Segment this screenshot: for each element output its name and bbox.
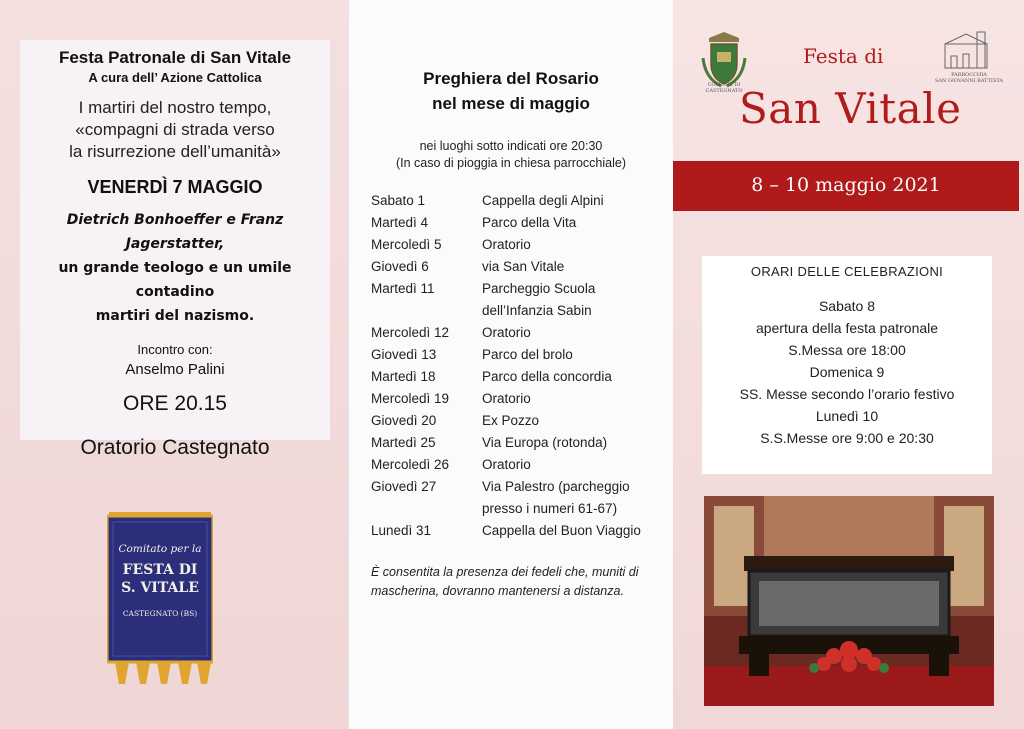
schedule-day: Mercoledì 12 [371,325,450,340]
banner-line1: Comitato per la [118,543,202,555]
schedule-day: Mercoledì 19 [371,391,450,406]
note-line: È consentita la presenza dei fedeli che, muniti di [371,565,639,579]
schedule-day: Martedì 4 [371,215,429,230]
banner-line4: CASTEGNATO (BS) [122,609,198,618]
schedule-place: Oratorio [482,457,531,472]
schedule-day [371,300,482,322]
schedule-place: Parcheggio Scuola [482,281,596,296]
schedule-day: Sabato 1 [371,193,426,208]
san-vitale-heading: San Vitale [739,84,962,133]
middle-panel [348,0,674,729]
schedule-row [371,300,671,322]
event-quote [20,97,330,163]
town-label: COMUNE DI CASTEGNATO [705,82,743,94]
parish-label [929,72,1009,84]
celebration-line: S.S.Messe ore 9:00 e 20:30 [760,430,934,446]
celebration-line: Domenica 9 [809,364,885,380]
schedule-place: Cappella degli Alpini [482,193,604,208]
schedule-row [371,212,671,234]
schedule-day: Martedì 18 [371,369,436,384]
speaker-name: Anselmo Palini [125,361,225,378]
reliquary-photo [704,496,994,706]
schedule-day: Giovedì 20 [371,413,437,428]
schedule-day: Mercoledì 5 [371,237,442,252]
celebration-line: Sabato 8 [818,298,876,314]
quote-line: I martiri del nostro tempo, [78,98,272,117]
schedule-row [371,278,671,300]
schedule-place: Parco della Vita [482,215,577,230]
schedule-row [371,256,671,278]
celebration-line: Lunedì 10 [815,408,879,424]
schedule-row [371,366,671,388]
schedule-place: Oratorio [482,325,531,340]
quote-line: la risurrezione dell’umanità» [69,142,281,161]
celebration-line: SS. Messe secondo l’orario festivo [739,386,955,402]
schedule-day: Giovedì 13 [371,347,437,362]
schedule-row [371,520,671,542]
celebration-times-list [702,295,992,449]
parish-label-line: SAN GIOVANNI BATTISTA [934,78,1004,84]
rosary-subtitle-line: (In caso di pioggia in chiesa parrocchiale) [396,156,626,170]
rosary-subtitle-line: nei luoghi sotto indicati ore 20:30 [419,139,603,153]
town-crest-icon [699,28,749,90]
event-place: Oratorio Castegnato [80,436,270,459]
schedule-row [371,388,671,410]
schedule-day: Giovedì 27 [371,479,437,494]
festival-dates: 8 – 10 maggio 2021 [673,161,1019,211]
schedule-day: Lunedì 31 [371,523,432,538]
quote-line: «compagni di strada verso [75,120,275,139]
event-organizer: A cura dell’ Azione Cattolica [88,70,262,85]
event-card [20,40,330,459]
committee-banner-image [107,512,213,687]
description-line: un grande teologo e un umile contadino [58,260,292,300]
schedule-row [371,498,671,520]
schedule-day: Martedì 25 [371,435,436,450]
schedule-place: Ex Pozzo [482,413,540,428]
rosary-title-line: nel mese di maggio [432,94,590,113]
schedule-place: via San Vitale [482,259,565,274]
event-date: VENERDÌ 7 MAGGIO [87,177,263,197]
parish-label-line: PARROCCHIA [951,72,987,78]
schedule-day [371,498,482,520]
schedule-day: Martedì 11 [371,281,435,296]
schedule-place: Oratorio [482,391,531,406]
incontro-label: Incontro con: [137,342,213,357]
banner-line2: FESTA DI [122,562,198,578]
description-line: Dietrich Bonhoeffer e Franz Jagerstatter, [66,212,284,252]
schedule-row [371,344,671,366]
banner-line3: S. VITALE [121,580,199,596]
festa-di-heading: Festa di [803,44,884,68]
event-title: Festa Patronale di San Vitale [58,48,292,67]
schedule-row [371,476,671,498]
event-time: ORE 20.15 [123,392,227,415]
rosary-subtitle [349,138,673,172]
schedule-row [371,322,671,344]
schedule-place: Via Europa (rotonda) [482,435,608,450]
celebration-times-title: ORARI DELLE CELEBRAZIONI [750,264,944,279]
schedule-place: Via Palestro (parcheggio [482,479,630,494]
note-line: mascherina, dovranno mantenersi a distanza. [371,584,624,598]
schedule-place: dell’Infanzia Sabin [482,303,592,318]
schedule-place: Parco del brolo [482,347,573,362]
safety-note [371,563,661,601]
schedule-place: Oratorio [482,237,531,252]
schedule-place: Parco della concordia [482,369,612,384]
schedule-row [371,432,671,454]
celebration-line: S.Messa ore 18:00 [788,342,906,358]
parish-church-icon [941,30,991,70]
left-panel [0,0,348,729]
rosary-title [349,66,673,116]
schedule-day: Giovedì 6 [371,259,429,274]
celebration-times-box [702,256,992,474]
schedule-row [371,190,671,212]
schedule-row [371,234,671,256]
description-line: martiri del nazismo. [95,308,255,324]
schedule-place: Cappella del Buon Viaggio [482,523,641,538]
schedule-row [371,454,671,476]
right-panel [673,0,1024,729]
rosary-schedule [371,190,671,542]
celebration-line: apertura della festa patronale [755,320,939,336]
rosary-title-line: Preghiera del Rosario [423,69,599,88]
schedule-row [371,410,671,432]
schedule-day: Mercoledì 26 [371,457,450,472]
event-description [20,208,330,328]
schedule-place: presso i numeri 61-67) [482,501,618,516]
